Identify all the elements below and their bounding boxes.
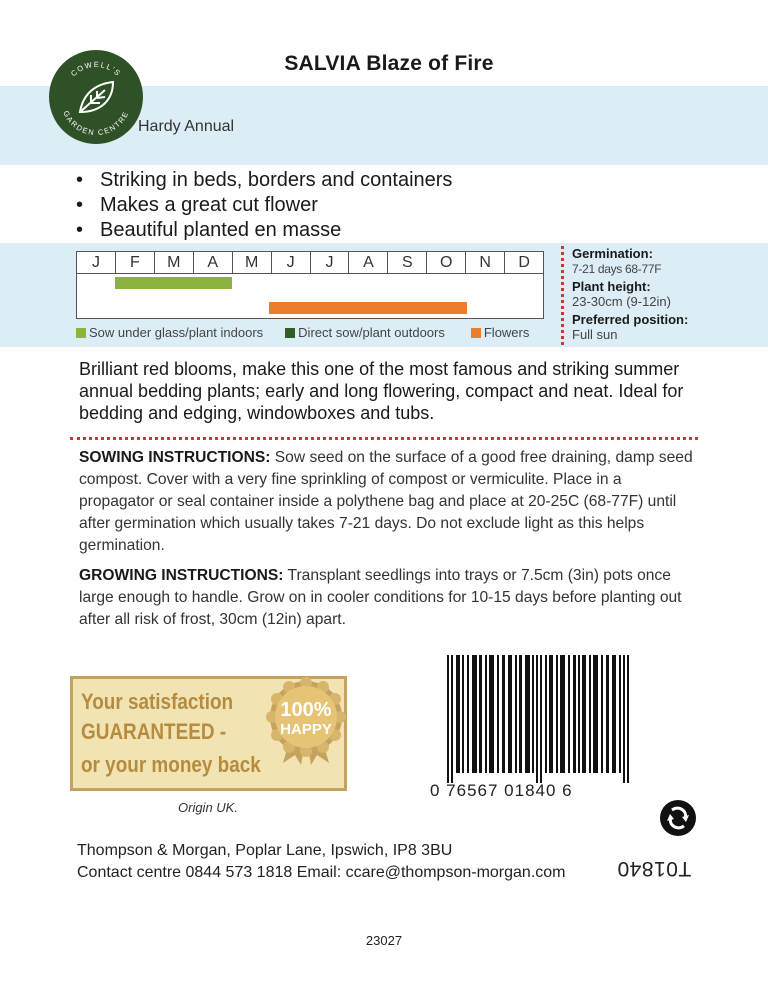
month-label: J	[77, 252, 116, 273]
description: Brilliant red blooms, make this one of the most famous and striking summer annual bedding plants; early and long flowering, compact and neat. Ideal for bedding and edging, windowboxes and tubs.	[79, 359, 684, 423]
guarantee-line-2: GUARANTEED -	[81, 719, 227, 744]
happy-seal-icon	[261, 675, 351, 765]
guarantee-line-3: or your money back	[81, 752, 261, 777]
svg-text:GARDEN CENTRE	[61, 109, 130, 137]
logo-top-text: COWELL'S	[68, 59, 124, 79]
flower-period-bar	[269, 302, 467, 314]
growing-text: Transplant seedlings into trays or 7.5cm (3in) pots once large enough to handle. Grow on in cooler conditions for 10-15 days before planting out after all risk of frost, 30cm (12in) apart.	[79, 567, 682, 628]
position-label: Preferred position:	[572, 312, 689, 327]
dotted-divider	[70, 437, 698, 440]
month-label: N	[466, 252, 505, 273]
month-label: S	[388, 252, 427, 273]
seal-line-1: 100%	[280, 699, 332, 721]
guarantee-badge	[70, 676, 347, 791]
legend-sow: Sow under glass/plant indoors	[76, 325, 263, 340]
growing-instructions	[79, 565, 699, 631]
month-label: J	[311, 252, 350, 273]
seal-line-2: HAPPY	[280, 721, 332, 738]
page-title: SALVIA Blaze of Fire	[284, 52, 494, 75]
sowing-text: Sow seed on the surface of a good free draining, damp seed compost. Cover with a very fine sprinkling of compost or vermiculite. Place in a propagator or seal container inside a polythene bag and place at 20-25C (68-77F) until after germination which usually takes 7-21 days. Do not exclude light as this helps germination.	[79, 449, 693, 554]
origin-label: Origin UK.	[178, 800, 238, 815]
height-label: Plant height:	[572, 279, 651, 294]
month-label: A	[194, 252, 233, 273]
company-address	[77, 840, 566, 884]
germination-label: Germination:	[572, 246, 653, 261]
garden-centre-logo	[49, 50, 143, 144]
legend-swatch	[471, 328, 481, 338]
address-line-1: Thompson & Morgan, Poplar Lane, Ipswich, IP8 3BU	[77, 842, 453, 859]
month-label: M	[233, 252, 272, 273]
sowing-calendar	[76, 251, 544, 319]
product-code: T01840	[617, 857, 692, 880]
legend-swatch	[76, 328, 86, 338]
list-item: • Beautiful planted en masse	[76, 219, 342, 241]
plant-info-panel	[561, 246, 761, 345]
legend-flowers: Flowers	[471, 325, 530, 340]
legend-swatch	[285, 328, 295, 338]
month-label: O	[427, 252, 466, 273]
calendar-months	[77, 252, 543, 274]
logo-bottom-text: GARDEN CENTRE	[61, 109, 131, 138]
guarantee-line-1: Your satisfaction	[81, 689, 234, 714]
barcode	[447, 655, 629, 783]
svg-text:COWELL'S	[69, 60, 123, 78]
sow-period-bar	[115, 277, 232, 289]
month-label: A	[349, 252, 388, 273]
sowing-heading: SOWING INSTRUCTIONS:	[79, 449, 271, 466]
list-item: • Striking in beds, borders and containers	[76, 169, 453, 191]
green-dot-recycle-icon	[659, 799, 697, 837]
legend-direct: Direct sow/plant outdoors	[285, 325, 445, 340]
address-line-2: Contact centre 0844 573 1818 Email: ccare@thompson-morgan.com	[77, 864, 566, 881]
sowing-instructions	[79, 447, 699, 557]
feature-list	[76, 168, 452, 243]
month-label: D	[518, 254, 530, 271]
position-value: Full sun	[572, 327, 618, 342]
calendar-legend	[76, 325, 529, 340]
growing-heading: GROWING INSTRUCTIONS:	[79, 567, 284, 584]
month-label: F	[116, 252, 155, 273]
leaf-icon	[49, 50, 143, 144]
height-value: 23-30cm (9-12in)	[572, 294, 671, 309]
month-label: J	[272, 252, 311, 273]
list-item: • Makes a great cut flower	[76, 194, 318, 216]
subtitle: Hardy Annual	[138, 118, 235, 135]
barcode-digits: 0 76567 01840 6	[430, 781, 573, 800]
month-label: M	[155, 252, 194, 273]
germination-value: 7-21 days 68-77F	[572, 262, 662, 276]
footer-number: 23027	[365, 933, 403, 948]
